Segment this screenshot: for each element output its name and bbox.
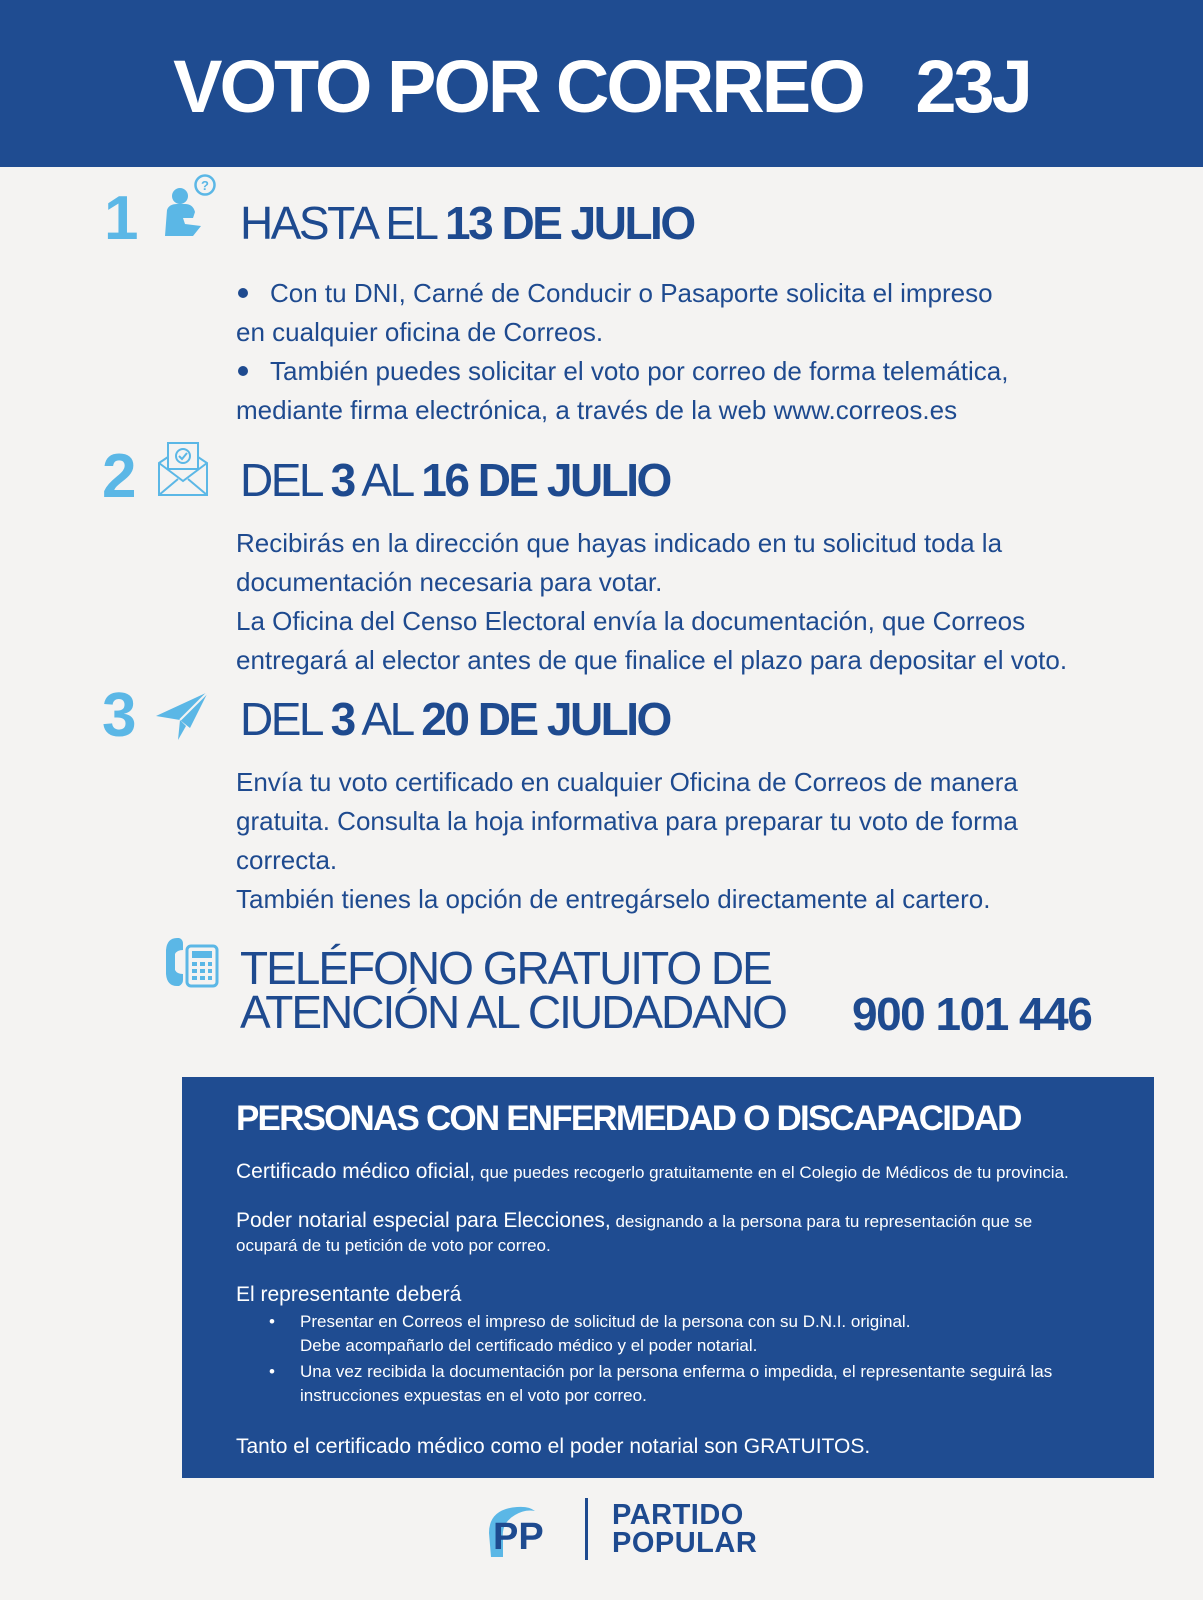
- bullet-dot: •: [269, 1312, 275, 1331]
- step-2-line-1: Recibirás en la dirección que hayas indicado en tu solicitud toda la: [236, 528, 1003, 558]
- svg-text:PP: PP: [493, 1516, 544, 1558]
- step-1-heading: HASTA EL 13 DE JULIO: [240, 197, 694, 249]
- cert-paragraph: Certificado médico oficial, que puedes recogerlo gratuitamente en el Colegio de Médicos de tu provincia.: [236, 1160, 1069, 1183]
- step-3-number: 3: [102, 681, 137, 750]
- step-1-body: [236, 274, 1136, 430]
- step-3-line-1: Envía tu voto certificado en cualquier Oficina de Correos de manera: [236, 767, 1018, 797]
- footer-divider: [585, 1498, 588, 1560]
- step-1-bullet-1: Con tu DNI, Carné de Conducir o Pasaporte solicita el impreso: [236, 274, 1136, 313]
- step-1-bullet-2: También puedes solicitar el voto por correo de forma telemática,: [236, 352, 1136, 391]
- rep-list: [236, 1310, 1136, 1410]
- party-name: [612, 1501, 757, 1557]
- phone-title-line-2: ATENCIÓN AL CIUDADANO: [240, 986, 786, 1038]
- header-banner: [0, 0, 1203, 167]
- bullet-dot: [238, 366, 248, 376]
- step-2-body: [236, 524, 1136, 680]
- box-footer: Tanto el certificado médico como el poder notarial son GRATUITOS.: [236, 1435, 871, 1458]
- step-1-number: 1: [104, 184, 139, 253]
- step-1-bullet-1-cont: en cualquier oficina de Correos.: [236, 317, 604, 347]
- rep-heading: El representante deberá: [236, 1283, 462, 1306]
- page-title: VOTO POR CORREO 23J: [173, 45, 1030, 128]
- step-3-line-3: correcta.: [236, 845, 338, 875]
- step-3-heading: DEL 3 AL 20 DE JULIO: [240, 693, 670, 745]
- step-2-line-4: entregará al elector antes de que finalice el plazo para depositar el voto.: [236, 645, 1068, 675]
- step-3-body: [236, 763, 1136, 919]
- person-question-icon: [163, 174, 219, 249]
- rep-list-item: • Una vez recibida la documentación por la persona enferma o impedida, el representante seguirá las instrucciones expuestas en el voto por correo.: [269, 1362, 1053, 1405]
- step-3-line-4: También tienes la opción de entregárselo directamente al cartero.: [236, 884, 991, 914]
- bullet-dot: [238, 288, 248, 298]
- step-2-heading: DEL 3 AL 16 DE JULIO: [240, 454, 670, 506]
- rep-list-item: • Presentar en Correos el impreso de solicitud de la persona con su D.N.I. original. Debe acompañarlo del certificado médico y el poder notarial.: [269, 1312, 911, 1355]
- bullet-dot: •: [269, 1362, 275, 1381]
- party-name-line-2: POPULAR: [612, 1527, 758, 1559]
- svg-text:?: ?: [201, 178, 209, 193]
- box-title: PERSONAS CON ENFERMEDAD O DISCAPACIDAD: [236, 1099, 1021, 1138]
- step-1-bullet-2-cont: mediante firma electrónica, a través de la web www.correos.es: [236, 395, 958, 425]
- step-2-line-3: La Oficina del Censo Electoral envía la documentación, que Correos: [236, 606, 1026, 636]
- party-name-line-1: PARTIDO: [612, 1499, 744, 1531]
- step-2-line-2: documentación necesaria para votar.: [236, 567, 663, 597]
- step-3-line-2: gratuita. Consulta la hoja informativa para preparar tu voto de forma: [236, 806, 1018, 836]
- step-2-number: 2: [102, 442, 137, 511]
- paper-plane-icon: [154, 688, 210, 749]
- phone-number[interactable]: 900 101 446: [852, 988, 1092, 1040]
- poder-paragraph: Poder notarial especial para Elecciones, designando a la persona para tu representación que se: [236, 1209, 1033, 1232]
- poder-paragraph-cont: ocupará de tu petición de voto por correo.: [236, 1236, 551, 1255]
- pp-logo-icon: [483, 1499, 563, 1566]
- envelope-check-icon: [156, 439, 210, 504]
- telephone-icon: [163, 934, 219, 995]
- phone-title-line-1: TELÉFONO GRATUITO DE: [240, 942, 771, 994]
- phone-title: [240, 942, 786, 1038]
- disability-info-box: [182, 1077, 1154, 1478]
